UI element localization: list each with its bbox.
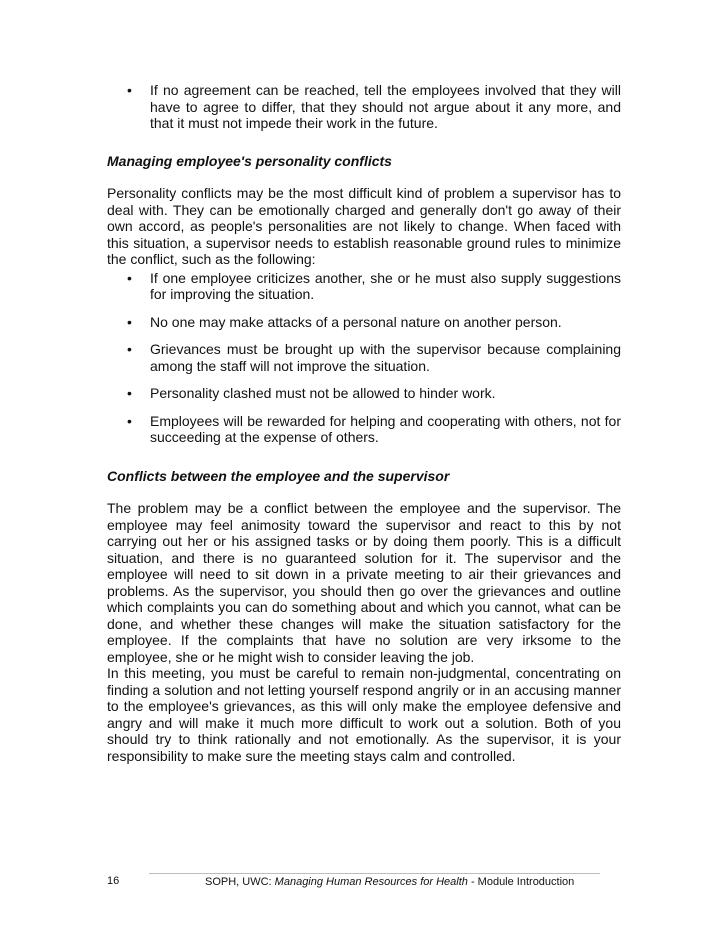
paragraph: Personality conflicts may be the most difficult kind of problem a supervisor has to deal with. They can be emotionally charged and generally don't go away of their own accord, as people's personalities are not likely to change. When faced with this situation, a supervisor needs to establish reasonable ground rules to minimize the conflict, such as the following:	[107, 185, 621, 267]
section-heading: Conflicts between the employee and the supervisor	[107, 467, 450, 484]
list-item	[107, 82, 621, 132]
paragraph: The problem may be a conflict between the employee and the supervisor. The employee may feel animosity toward the supervisor and react to this by not carrying out her or his assigned tasks or by doing them poorly. This is a difficult situation, and there is no guaranteed solution for it. The supervisor and the employee will need to sit down in a private meeting to air their grievances and problems. As the supervisor, you should then go over the grievances and outline which complaints you can do something about and which you cannot, what can be done, and whether these changes will make the situation satisfactory for the employee. If the complaints that have no solution are very irksome to the employee, she or he might wish to consider leaving the job.	[107, 500, 621, 665]
footer-title: Managing Human Resources for Health	[274, 876, 468, 888]
list-item-text: Employees will be rewarded for helping and cooperating with others, not for succeeding at the expense of others.	[150, 412, 621, 445]
bullet-icon: •	[127, 269, 132, 286]
page-number: 16	[107, 875, 120, 887]
list-item-text: Grievances must be brought up with the supervisor because complaining among the staff will not improve the situation.	[150, 341, 621, 374]
list-item-text: No one may make attacks of a personal nature on another person.	[150, 313, 562, 330]
list-item-text: If one employee criticizes another, she or he must also supply suggestions for improving the situation.	[150, 269, 621, 302]
bullet-icon: •	[127, 412, 132, 429]
list-item	[107, 314, 621, 331]
footer-divider	[149, 873, 600, 874]
list-item-text: Personality clashed must not be allowed to hinder work.	[150, 385, 496, 401]
list-item-text: If no agreement can be reached, tell the employees involved that they will have to agree to differ, that they should not argue about it any more, and that it must not impede their work in the future.	[150, 82, 621, 131]
list-item	[107, 341, 621, 374]
bullet-icon: •	[127, 385, 132, 401]
paragraph: In this meeting, you must be careful to remain non-judgmental, concentrating on finding a solution and not letting yourself respond angrily or in an accusing manner to the employee's grievances, as this will only make the employee defensive and angry and will make it much more difficult to work out a solution. Both of you should try to think rationally and not emotionally. As the supervisor, it is your responsibility to make sure the meeting stays calm and controlled.	[107, 665, 621, 764]
bullet-icon: •	[127, 341, 132, 357]
footer-text	[205, 876, 574, 888]
list-item	[107, 385, 621, 402]
page-content	[107, 82, 621, 764]
bullet-icon: •	[127, 313, 132, 330]
bullet-icon: •	[127, 82, 132, 98]
footer-prefix: SOPH, UWC:	[205, 876, 275, 888]
list-item	[107, 413, 621, 446]
footer-suffix: - Module Introduction	[467, 876, 575, 888]
section-heading: Managing employee's personality conflicts	[107, 152, 392, 169]
list-item	[107, 270, 621, 303]
